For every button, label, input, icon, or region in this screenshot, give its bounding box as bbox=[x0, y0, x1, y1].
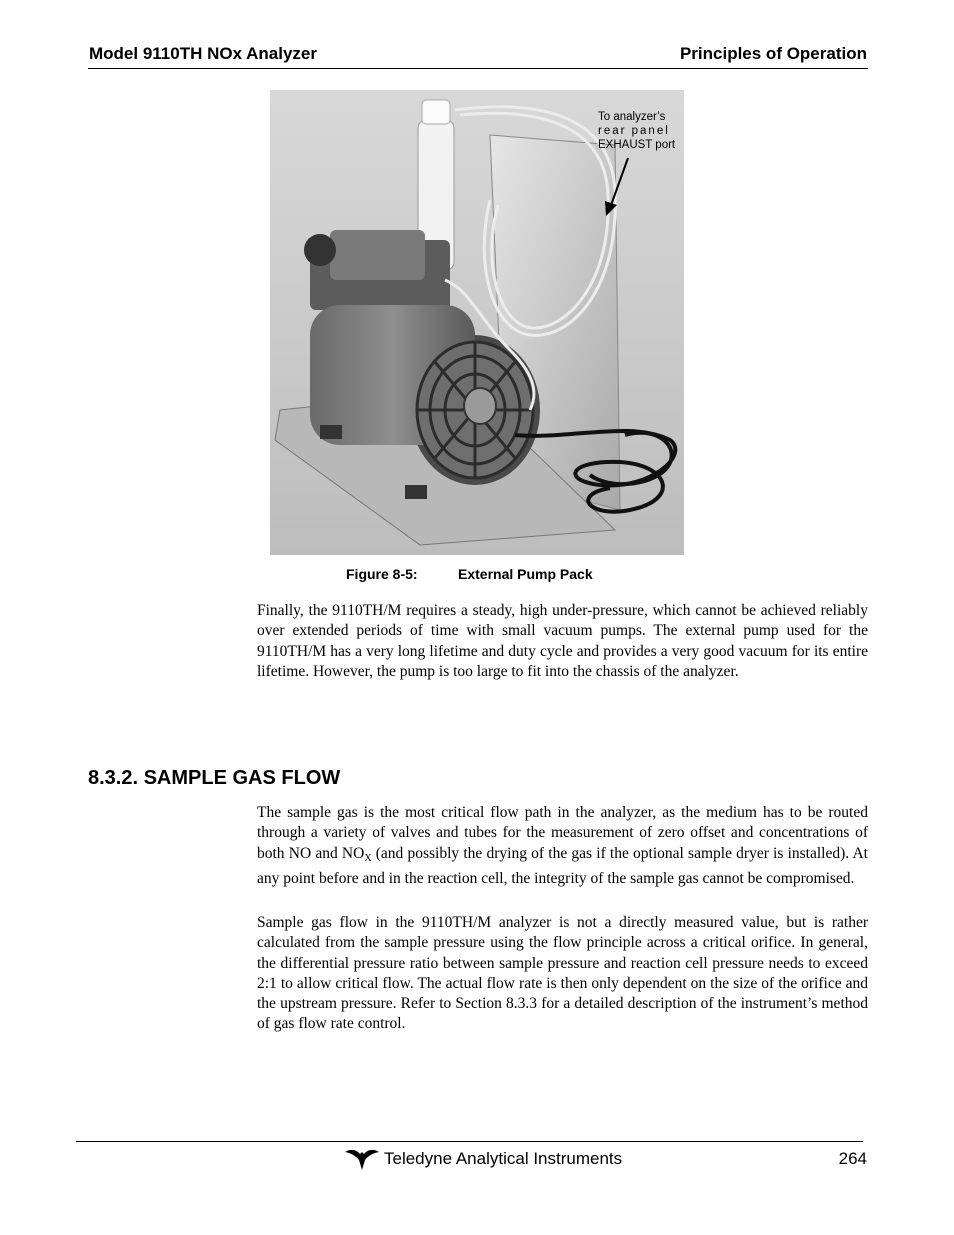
annotation-line-1: To analyzer’s bbox=[598, 111, 666, 123]
subscript-x: X bbox=[364, 852, 372, 864]
paragraph-sample-gas bbox=[257, 803, 868, 889]
section-heading: 8.3.2. SAMPLE GAS FLOW bbox=[88, 767, 341, 789]
paragraph-sample-gas-part1: The sample gas is the most critical flow path in the analyzer, as the medium has to be routed through a variety of valves and tubes for the measurement of zero offset and concentrations of both NO and NO bbox=[257, 804, 868, 862]
annotation-line-2: rear panel bbox=[598, 125, 670, 137]
annotation-line-3: EXHAUST port bbox=[598, 139, 676, 151]
paragraph-flow-calculation: Sample gas flow in the 9110TH/M analyzer is not a directly measured value, but is rather calculated from the sample pressure using the flow principle across a critical orifice. In general, the differential pressure ratio between sample pressure and reaction cell pressure needs to exceed 2:1 to allow critical flow. The actual flow rate is then only dependent on the size of the orifice and the upstream pressure. Refer to Section 8.3.3 for a detailed description of the instrument’s method of gas flow rate control. bbox=[257, 914, 868, 1033]
teledyne-logo-icon bbox=[345, 1148, 379, 1170]
running-header-section: Principles of Operation bbox=[679, 44, 867, 63]
running-header-title: Model 9110TH NOx Analyzer bbox=[89, 44, 318, 63]
footer-company: Teledyne Analytical Instruments bbox=[384, 1149, 623, 1168]
header-rule bbox=[88, 68, 868, 69]
paragraph-pump-lifetime: Finally, the 9110TH/M requires a steady, high under-pressure, which cannot be achieved reliably over extended periods of time with small vacuum pumps. The external pump used for the 9110TH/M has a very long lifetime and duty cycle and provides a very good vacuum for its entire lifetime. However, the pump is too large to fit into the chassis of the analyzer. bbox=[257, 602, 868, 680]
figure-title: External Pump Pack bbox=[458, 566, 593, 582]
footer-rule bbox=[76, 1141, 863, 1142]
figure-number: Figure 8-5: bbox=[346, 566, 418, 582]
paragraph-sample-gas-part2: (and possibly the drying of the gas if the optional sample dryer is installed). At any point before and in the reaction cell, the integrity of the sample gas cannot be compromised. bbox=[257, 844, 868, 887]
figure-caption bbox=[346, 566, 593, 582]
pump-pack-photo bbox=[270, 90, 684, 555]
page-number: 264 bbox=[838, 1149, 867, 1168]
